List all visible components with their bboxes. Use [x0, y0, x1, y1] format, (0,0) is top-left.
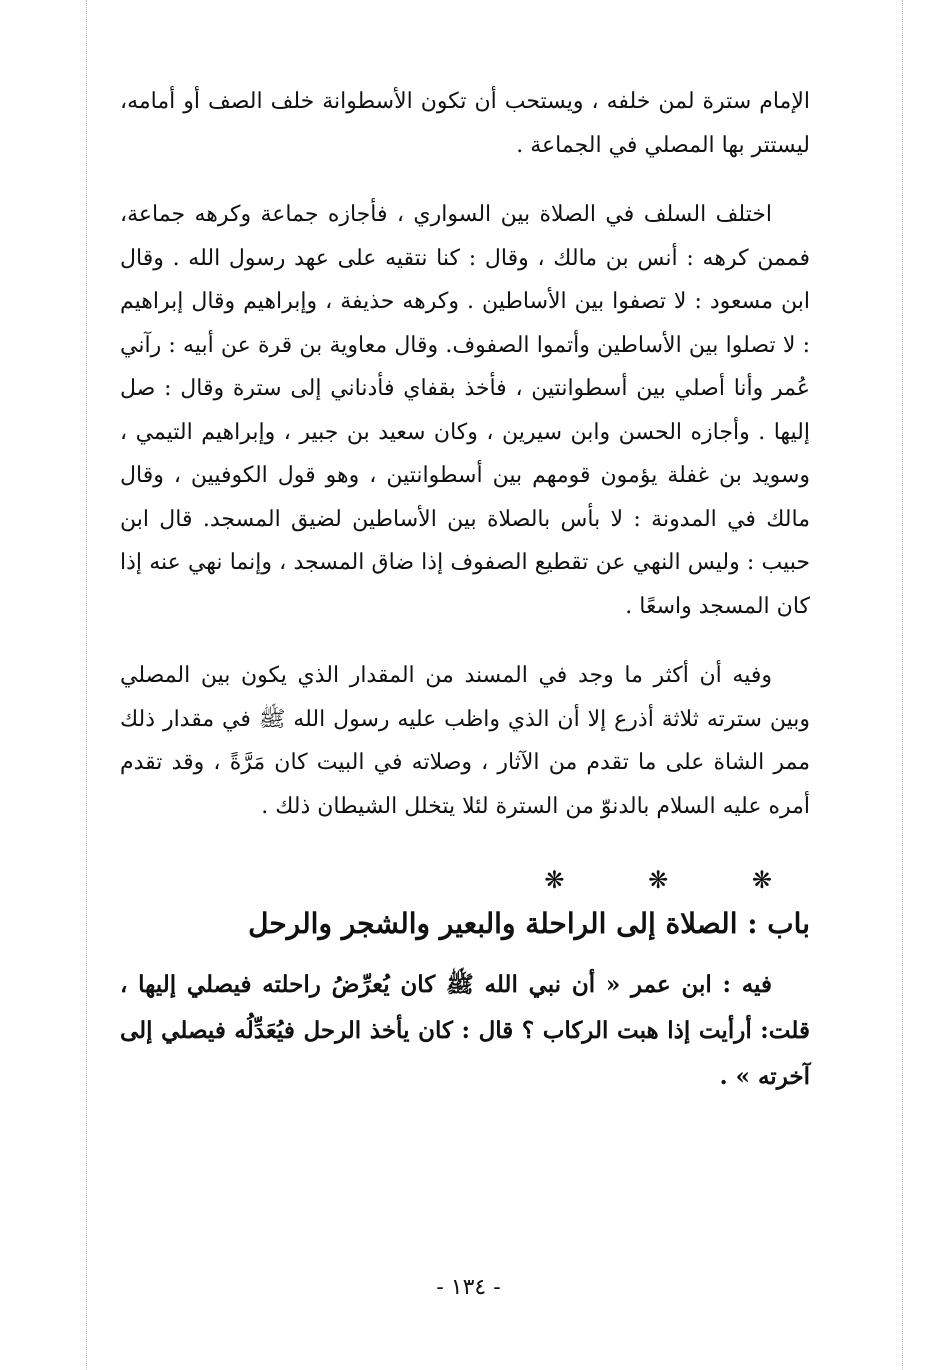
left-margin-rule	[86, 0, 87, 1370]
page-number: - ١٣٤ -	[436, 1275, 501, 1300]
right-margin-rule	[902, 0, 903, 1370]
paragraph-2: اختلف السلف في الصلاة بين السواري ، فأجازه جماعة وكرهه جماعة، فممن كرهه : أنس بن مالك ، وقال : كنا نتقيه على عهد رسول الله . وقال ابن مسعود : لا تصفوا بين الأساطين . وكرهه حذيفة ، وإبراهيم وقال إبراهيم : لا تصلوا بين الأساطين وأتموا الصفوف. وقال معاوية بن قرة عن أبيه : رآني عُمر وأنا أصلي بين أسطوانتين ، فأخذ بقفاي فأدناني إلى سترة وقال : صل إليها . وأجازه الحسن وابن سيرين ، وكان سعيد بن جبير ، وإبراهيم التيمي ، وسويد بن غفلة يؤمون قومهم بين أسطوانتين ، وهو قول الكوفيين ، وقال مالك في المدونة : لا بأس بالصلاة بين الأساطين لضيق المسجد. قال ابن حبيب : وليس النهي عن تقطيع الصفوف إذا ضاق المسجد ، وإنما نهي عنه إذا كان المسجد واسعًا .	[120, 202, 810, 619]
star-ornament-icon: ❋	[648, 866, 669, 894]
page-body	[120, 80, 810, 1100]
hadith-text: فيه : ابن عمر « أن نبي الله ﷺ كان يُعرِّضُ راحلته فيصلي إليها ، قلت: أرأيت إذا هبت الركاب ؟ قال : كان يأخذ الرحل فيُعَدِّلُه فيصلي إلى آخرته » .	[120, 971, 810, 1090]
star-ornament-icon: ❋	[544, 866, 565, 894]
section-heading: باب : الصلاة إلى الراحلة والبعير والشجر والرحل	[248, 907, 810, 940]
star-ornament-icon: ❋	[751, 866, 772, 894]
paragraph-1: الإمام سترة لمن خلفه ، ويستحب أن تكون الأسطوانة خلف الصف أو أمامه، ليستتر بها المصلي في الجماعة .	[120, 89, 810, 158]
section-separator	[120, 866, 810, 894]
paragraph-3: وفيه أن أكثر ما وجد في المسند من المقدار الذي يكون بين المصلي وبين سترته ثلاثة أذرع إلا أن الذي واظب عليه رسول الله ﷺ في مقدار ذلك ممر الشاة على ما تقدم من الآثار ، وصلاته في البيت كان مَرَّةً ، وقد تقدم أمره عليه السلام بالدنوّ من السترة لئلا يتخلل الشيطان ذلك .	[120, 663, 810, 819]
